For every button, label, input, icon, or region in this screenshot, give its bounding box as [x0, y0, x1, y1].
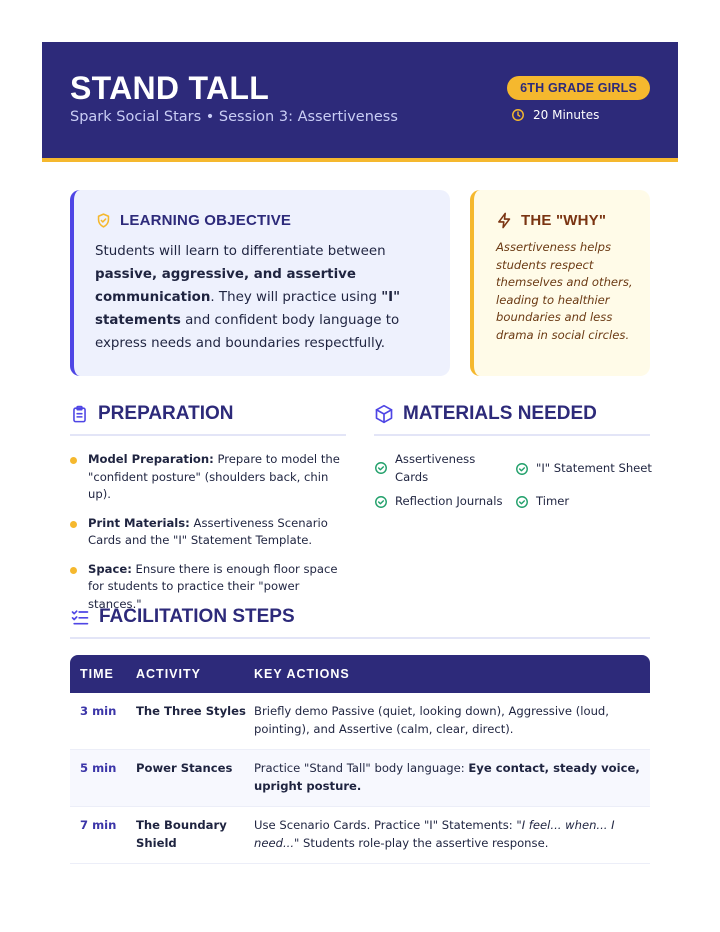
table-row [70, 693, 650, 750]
check-circle-icon [515, 462, 529, 476]
learning-objective-card [70, 190, 450, 376]
why-heading: THE "WHY" [521, 212, 607, 229]
column-header-time: TIME [80, 667, 114, 681]
column-header-key-actions: KEY ACTIONS [254, 667, 350, 681]
row-action: Briefly demo Passive (quiet, looking down), Aggressive (loud, pointing), and Assertive (calm, clear, direct). [254, 704, 609, 736]
material-item: "I" Statement Sheet [515, 460, 655, 478]
row-action: Practice "Stand Tall" body language: Eye contact, steady voice, upright posture. [254, 761, 640, 793]
lightning-icon [496, 212, 513, 229]
check-circle-icon [515, 495, 529, 509]
facilitation-table [70, 655, 650, 864]
why-header [496, 212, 638, 229]
material-item: Reflection Journals [374, 493, 514, 511]
row-activity: The Boundary Shield [136, 818, 227, 850]
duration [511, 108, 599, 122]
row-activity: Power Stances [136, 761, 233, 775]
why-card [470, 190, 650, 376]
preparation-list [70, 451, 352, 624]
bullet-dot [70, 567, 77, 574]
grade-badge: 6TH GRADE GIRLS [507, 76, 650, 100]
list-item: Model Preparation: Prepare to model the "confident posture" (shoulders back, chin up). [70, 451, 352, 504]
row-action: Use Scenario Cards. Practice "I" Statements: "I feel... when... I need..." Students role-play the assertive response. [254, 818, 615, 850]
bullet-dot [70, 521, 77, 528]
table-row [70, 750, 650, 807]
shield-check-icon [95, 212, 112, 229]
bullet-dot [70, 457, 77, 464]
facilitation-heading: FACILITATION STEPS [70, 606, 650, 639]
preparation-heading: PREPARATION [70, 403, 346, 436]
check-circle-icon [374, 495, 388, 509]
row-time: 7 min [80, 818, 117, 832]
box-icon [374, 404, 394, 424]
table-row [70, 807, 650, 864]
clock-icon [511, 108, 525, 122]
list-item: Print Materials: Assertiveness Scenario Cards and the "I" Statement Template. [70, 515, 352, 550]
learning-objective-text: Students will learn to differentiate between passive, aggressive, and assertive communication. They will practice using "I" statements and confident body language to express needs and boundaries respectfully. [95, 244, 401, 351]
row-time: 3 min [80, 704, 117, 718]
page-title: STAND TALL [70, 70, 270, 106]
material-item: Assertiveness Cards [374, 451, 504, 486]
materials-heading: MATERIALS NEEDED [374, 403, 650, 436]
clipboard-icon [70, 405, 89, 424]
duration-text: 20 Minutes [533, 108, 600, 122]
page-subtitle: Spark Social Stars • Session 3: Assertiveness [70, 109, 398, 125]
column-header-activity: ACTIVITY [136, 667, 201, 681]
material-item: Timer [515, 493, 645, 511]
list-item: Space: Ensure there is enough floor space for students to practice their "power stances." [70, 561, 352, 614]
row-time: 5 min [80, 761, 117, 775]
learning-objective-heading: LEARNING OBJECTIVE [120, 212, 292, 229]
page-header [42, 42, 678, 162]
learning-objective-header [95, 212, 430, 229]
check-circle-icon [374, 461, 388, 475]
table-header [70, 655, 650, 693]
row-activity: The Three Styles [136, 704, 246, 718]
checklist-icon [70, 607, 90, 627]
why-text: Assertiveness helps students respect themselves and others, leading to healthier boundaries and less drama in social circles. [496, 240, 633, 342]
